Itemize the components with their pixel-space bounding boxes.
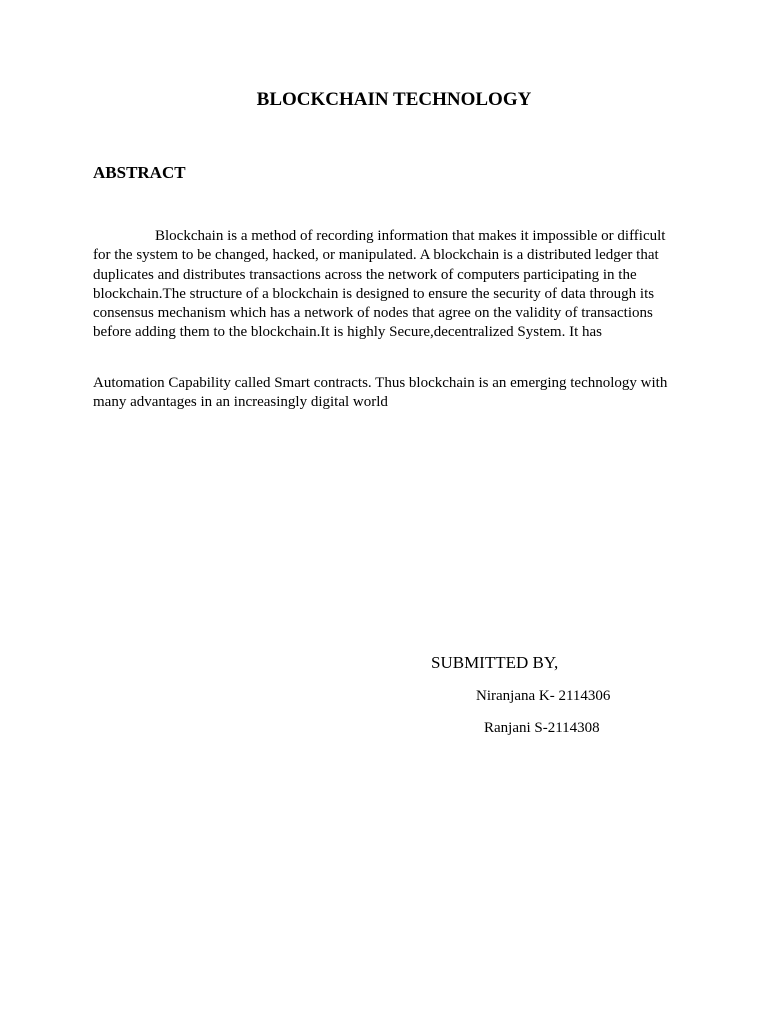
- abstract-paragraph-2: Automation Capability called Smart contracts. Thus blockchain is an emerging technology with many advantages in an increasingly digital world: [93, 375, 668, 411]
- abstract-paragraph-1-text: Blockchain is a method of recording information that makes it impossible or difficult for the system to be changed, hacked, or manipulated. A blockchain is a distributed ledger that duplicates and distributes transactions across the network of computers participating in the blockchain.The structure of a blockchain is designed to ensure the security of data through its consensus mechanism which has a network of nodes that agree on the validity of transactions before adding them to the blockchain.It is highly Secure,decentralized System. It has: [93, 228, 666, 341]
- document-title: BLOCKCHAIN TECHNOLOGY: [256, 89, 532, 110]
- member-name-1: Niranjana K- 2114306: [476, 688, 611, 704]
- abstract-heading: ABSTRACT: [93, 163, 186, 182]
- submitted-by-label: SUBMITTED BY,: [431, 653, 559, 672]
- member-name-2: Ranjani S-2114308: [484, 720, 600, 736]
- abstract-paragraph-1: [93, 227, 677, 343]
